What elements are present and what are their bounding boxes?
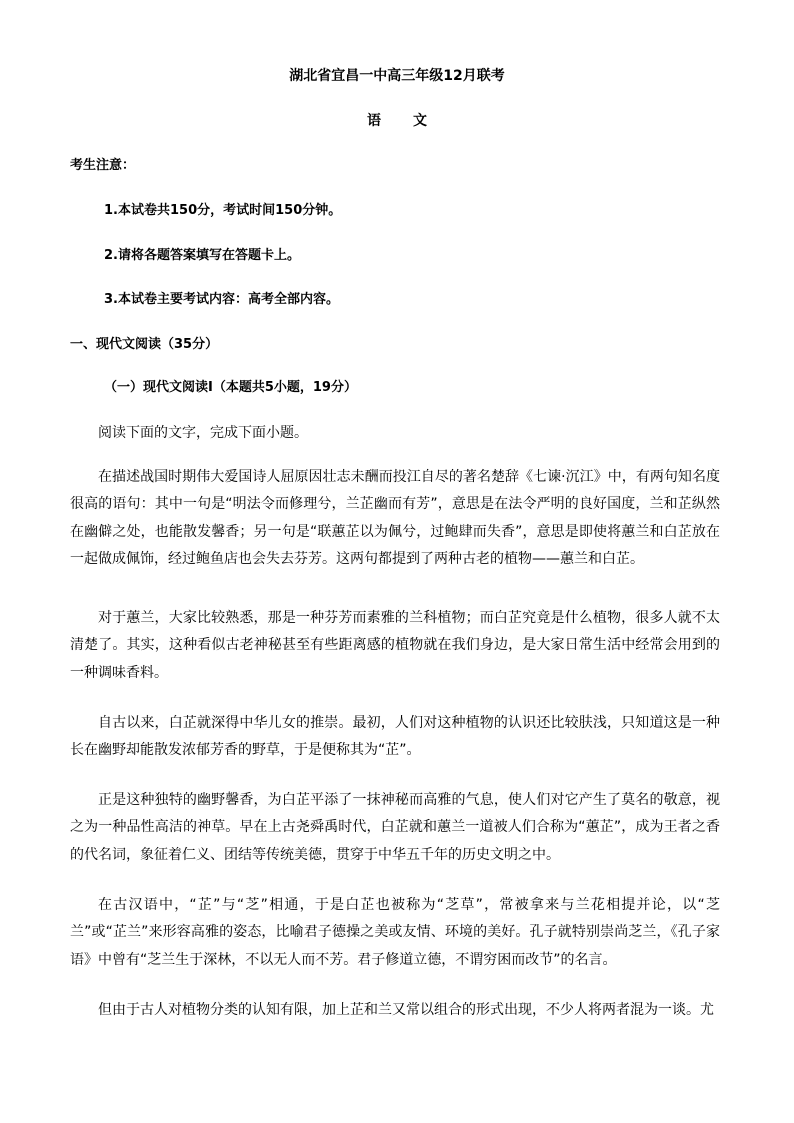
notice-heading: 考生注意： [70, 158, 136, 173]
subsection-heading-reading-1: （一）现代文阅读Ⅰ（本题共5小题，19分） [104, 380, 357, 395]
section-heading-modern-reading: 一、现代文阅读（35分） [70, 337, 219, 352]
notice-item: 2.请将各题答案填写在答题卡上。 [104, 248, 300, 263]
subject-char-first: 语 [367, 113, 381, 129]
passage-paragraph: 自古以来，白芷就深得中华儿女的推崇。最初，人们对这种植物的认识还比较肤浅，只知道这是一种长在幽野却能散发浓郁芳香的野草，于是便称其为“芷”。 [70, 715, 720, 759]
passage-paragraph: 在描述战国时期伟大爱国诗人屈原因壮志未酬而投江自尽的著名楚辞《七谏·沉江》中，有两句知名度很高的语句：其中一句是“明法令而修理兮，兰芷幽而有芳”，意思是在法令严明的良好国度，兰和芷纵然在幽僻之处，也能散发馨香；另一句是“联蕙芷以为佩兮，过鲍肆而失香”，意思是即使将蕙兰和白芷放在一起做成佩饰，经过鲍鱼店也会失去芬芳。这两句都提到了两种古老的植物——蕙兰和白芷。 [70, 469, 720, 568]
subject-char-second: 文 [413, 113, 427, 129]
subject-title [0, 111, 794, 131]
exam-title: 湖北省宜昌一中高三年级12月联考 [289, 68, 505, 84]
passage-paragraph: 对于蕙兰，大家比较熟悉，那是一种芬芳而素雅的兰科植物；而白芷究竟是什么植物，很多人就不太清楚了。其实，这种看似古老神秘甚至有些距离感的植物就在我们身边，是大家日常生活中经常会用到的一种调味香料。 [70, 610, 720, 681]
notice-item: 3.本试卷主要考试内容：高考全部内容。 [104, 292, 339, 307]
reading-instruction: 阅读下面的文字，完成下面小题。 [98, 425, 308, 441]
passage-paragraph: 正是这种独特的幽野馨香，为白芷平添了一抹神秘而高雅的气息，使人们对它产生了莫名的敬意，视之为一种品性高洁的神草。早在上古尧舜禹时代，白芷就和蕙兰一道被人们合称为“蕙芷”，成为王者之香的代名词，象征着仁义、团结等传统美德，贯穿于中华五千年的历史文明之中。 [70, 792, 720, 863]
notice-item: 1.本试卷共150分，考试时间150分钟。 [104, 203, 342, 218]
passage-paragraph: 在古汉语中，“芷”与“芝”相通，于是白芷也被称为“芝草”，常被拿来与兰花相提并论，以“芝兰”或“芷兰”来形容高雅的姿态，比喻君子德操之美或友情、环境的美好。孔子就特别崇尚芝兰，《孔子家语》中曾有“芝兰生于深林，不以无人而不芳。君子修道立德，不谓穷困而改节”的名言。 [70, 897, 720, 968]
passage-paragraph: 但由于古人对植物分类的认知有限，加上芷和兰又常以组合的形式出现，不少人将两者混为一谈。尤 [98, 1002, 714, 1018]
